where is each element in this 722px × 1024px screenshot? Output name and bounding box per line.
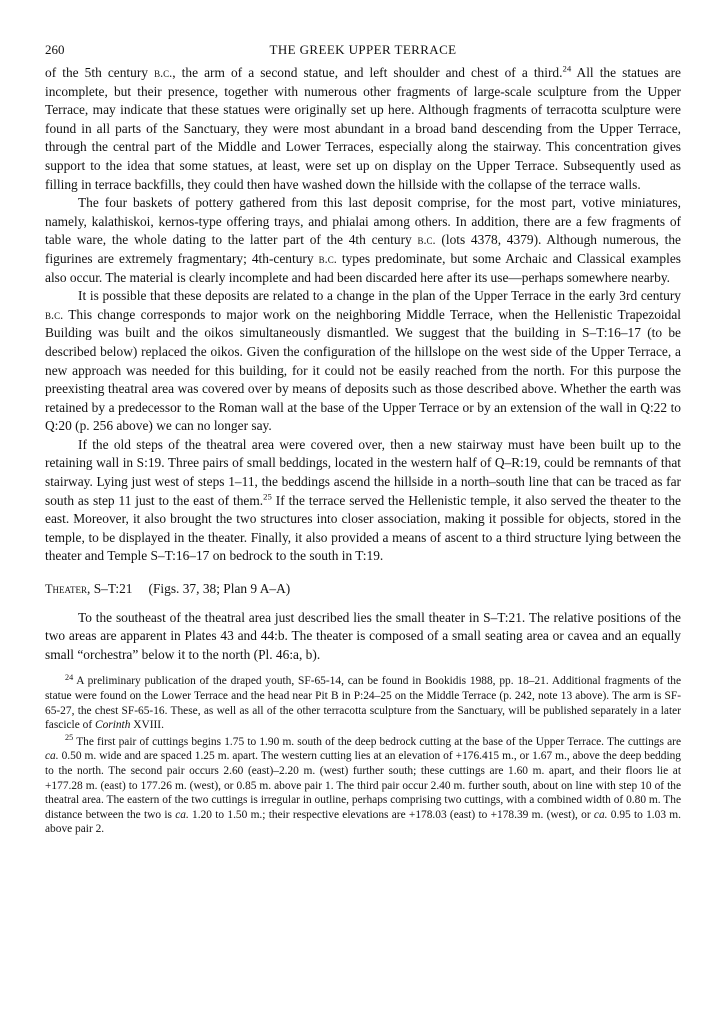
footnote-ref-24[interactable]: 24 — [562, 63, 572, 74]
section-label: Theater — [45, 582, 88, 597]
body-text — [45, 64, 681, 664]
footnote-ref-25[interactable]: 25 — [263, 491, 272, 502]
footnote-25: $^{25}$ The first pair of cuttings begins 1.75 to 1.90 m. south of the deep bedrock cutting at the base of the Upper Terrace. The cuttings are ca. 0.50 m. wide and are spaced 1.25 m. apart. The western cutting lies at an elevation of +176.415 m., or 1.67 m., above the deep bedding to the north. The second pair occurs 2.60 (east)–2.20 m. (west) further south; these cuttings are 1.60 m. apart, and their floors lie at +177.28 m. (east) to 177.26 m. (west), or 0.85 m. above pair 1. The third pair occur 2.40 m. further south, about on line with step 10 of the theatral area. The eastern of the two cuttings is irregular in outline, perhaps comprising two cuttings, with a combined width of 0.80 m. The distance between the two is ca. 1.20 to 1.50 m.; their respective elevations are +178.03 (east) to +178.39 m. (west), or ca. 0.95 to 1.03 m. above pair 2. — [45, 732, 682, 836]
footnote-24: $^{24}$ A preliminary publication of the draped youth, SF-65-14, can be found in Bookidis 1988, pp. 18–21. Additional fragments of the statue were found on the Lower Terrace and the head near Pit B in P:24–25 on the Middle Terrace (p. 242, note 13 above). The arm is SF-65-27, the chest SF-65-16. These, as well as all of the other terracotta sculpture from the Sanctuary, will be published separately in a later fascicle of Corinth XVIII. — [45, 672, 681, 732]
page-number: 260 — [45, 42, 65, 57]
section-refs: (Figs. 37, 38; Plan 9 A–A) — [148, 581, 291, 597]
footnote-number: 24 — [65, 672, 74, 682]
book-page — [45, 40, 681, 839]
running-title: THE GREEK UPPER TERRACE — [269, 42, 457, 57]
paragraph-1: of the 5th century b.c., the arm of a second statue, and left shoulder and chest of a third.$^{24}$ All the statues are incomplete, but their presence, together with numerous other fragments of large-scale sculpture from the Upper Terrace, may indicate that these statues were originally set up here. Although fragments of terracotta sculpture were found in all parts of the Sanctuary, they were most abundant in a broad band descending from the Upper Terrace, through the central part of the Middle and Lower Terraces, especially along the stairway. This concentration gives support to the idea that some statues, at least, were set up on display on the Upper Terrace. Subsequently used as filling in terrace backfills, they could then have washed down the hillside with the collapse of the terrace walls. — [45, 63, 681, 192]
paragraph-4: If the old steps of the theatral area were covered over, then a new stairway must have been built up to the retaining wall in S:19. Three pairs of small beddings, located in the western half of Q–R:19, could be remnants of that stairway. Lying just west of steps 1–11, the beddings ascend the hillside in a north–south line that can be traced as far south as step 11 just to the east of them.$^{25}$ If the terrace served the Hellenistic temple, it also served the theater to the east. Moreover, it also brought the two structures into closer association, making it possible for objects, stored in the temple, to be displayed in the theater. Finally, it also provided a means of ascent to a third structure lying between the theater and Temple S–T:16–17 on bedrock to the south in T:19. — [45, 436, 681, 564]
section-heading-theater — [45, 580, 681, 599]
running-head — [45, 40, 681, 64]
paragraph-3: It is possible that these deposits are related to a change in the plan of the Upper Terrace in the early 3rd century b.c. This change corresponds to major work on the neighboring Middle Terrace, when the Hellenistic Trapezoidal Building was built and the oikos simultaneously dismantled. We suggest that the building in S–T:16–17 (to be described below) replaced the oikos. Given the configuration of the hillslope on the west side of the Upper Terrace, a new approach was needed for this building, for it could not be easily reached from the north. For this purpose the preexisting theatral area was covered over by means of deposits such as those described above. Whether the earth was retained by a predecessor to the Roman wall at the base of the Upper Terrace or by an extension of the wall in Q:22 to Q:20 (p. 256 above) we can no longer say. — [45, 288, 681, 434]
paragraph-5: To the southeast of the theatral area just described lies the small theater in S–T:21. The relative positions of the two areas are apparent in Plates 43 and 44:b. The theater is composed of a small seating area or cavea and an equally small “orchestra” below it to the north (Pl. 46:a, b). — [45, 609, 681, 662]
section-location: , S–T:21 — [87, 581, 133, 597]
paragraph-2: The four baskets of pottery gathered from this last deposit comprise, for the most part, votive miniatures, namely, kalathiskoi, kernos-type offering trays, and phialai among others. In addition, there are a few fragments of table ware, the whole dating to the latter part of the 4th century b.c. (lots 4378, 4379). Although numerous, the figurines are extremely fragmentary; 4th-century b.c. types predominate, but some Archaic and Classical examples also occur. The material is clearly incomplete and had been discarded here after its use—perhaps somewhere nearby. — [45, 195, 681, 285]
footnotes — [45, 674, 681, 837]
footnote-number: 25 — [65, 732, 74, 742]
